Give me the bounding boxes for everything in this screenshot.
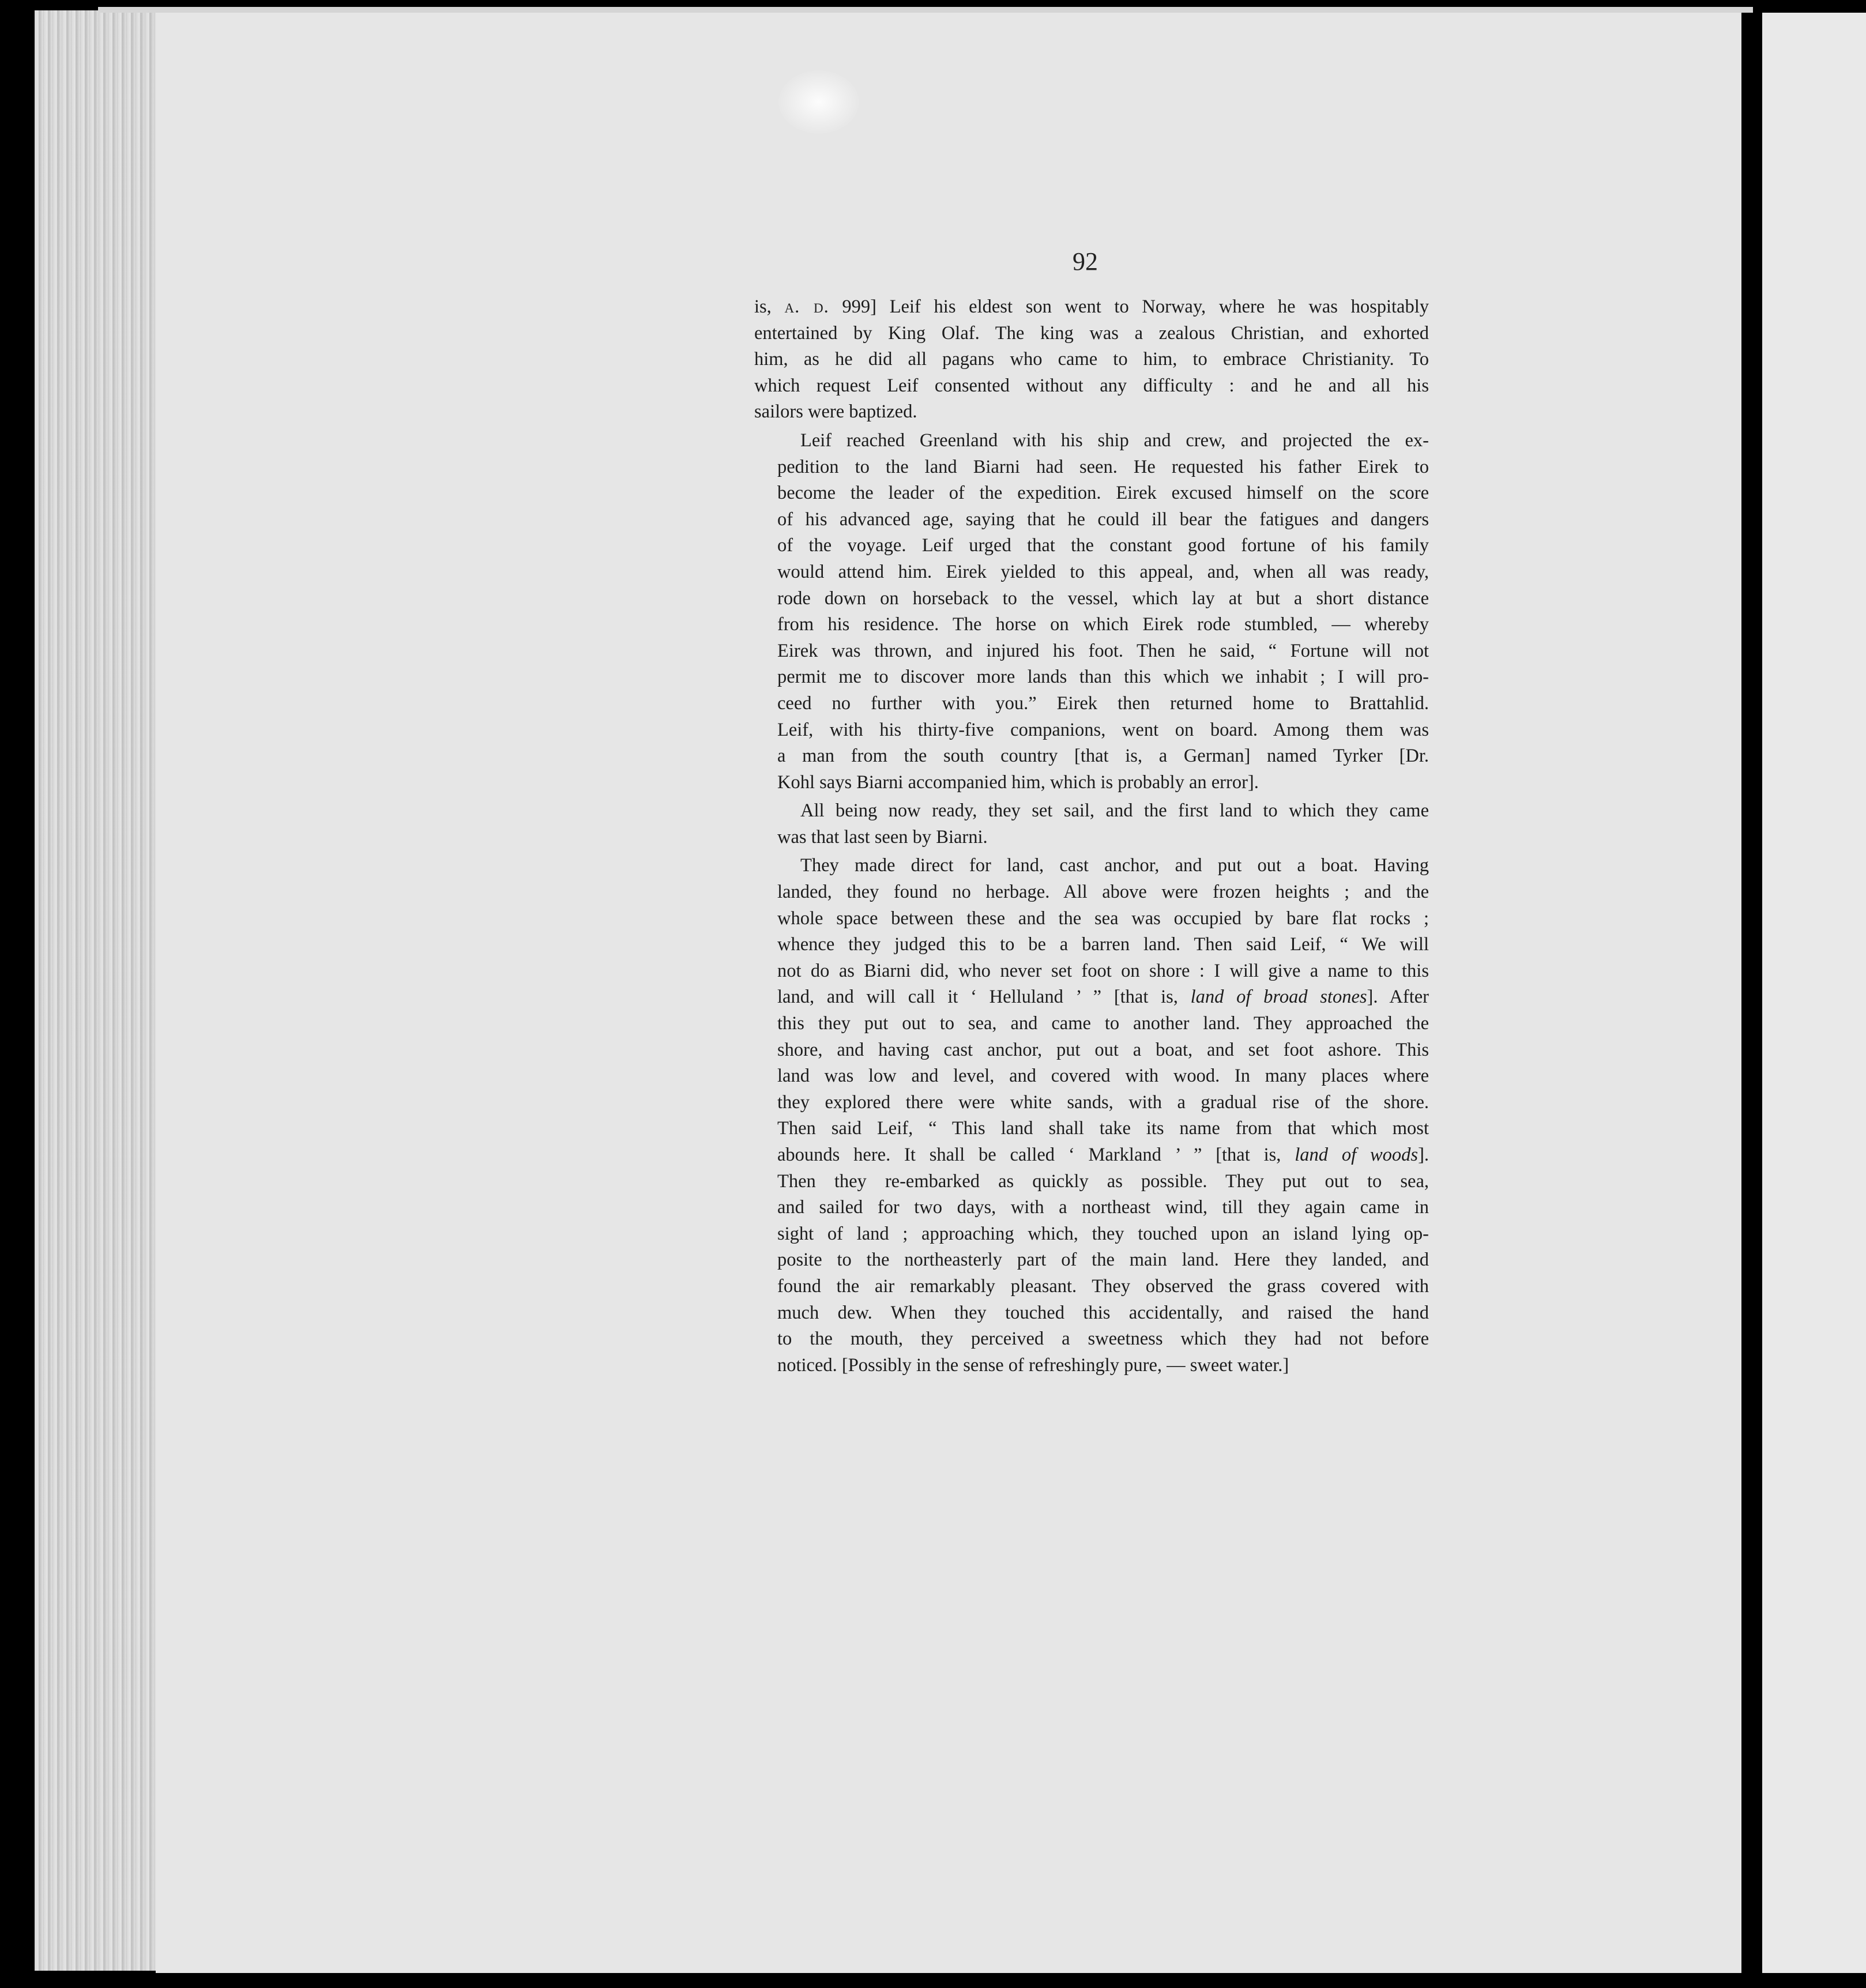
text-line: would attend him. Eirek yielded to this appeal, and, when all was ready, [777, 561, 1429, 582]
text-line: noticed. [Possibly in the sense of refreshingly pure, — sweet water.] [777, 1354, 1289, 1376]
text-line: sailors were baptized. [754, 401, 917, 423]
facing-page-edge [1762, 13, 1866, 1973]
text-line: they explored there were white sands, with a gradual rise of the shore. [777, 1091, 1429, 1113]
text-line: Leif, with his thirty-five companions, went on board. Among them was [777, 719, 1429, 740]
text-line: him, as he did all pagans who came to him, to embrace Christianity. To [754, 349, 1429, 370]
text-line: Then they re-embarked as quickly as possible. They put out to sea, [777, 1170, 1429, 1192]
gutter-shadow [1753, 0, 1762, 1988]
text-line: become the leader of the expedition. Eirek excused himself on the score [777, 483, 1429, 504]
text-line: sight of land ; approaching which, they touched upon an island lying op- [777, 1223, 1429, 1244]
italic-gloss: land of broad stones [1190, 987, 1367, 1008]
paragraph [754, 798, 1429, 850]
text-line: ceed no further with you.” Eirek then returned home to Brattahlid. [777, 692, 1429, 714]
text-line: of his advanced age, saying that he could ill bear the fatigues and dangers [777, 509, 1429, 530]
text-line: Kohl says Biarni accompanied him, which is probably an error]. [777, 771, 1259, 793]
text-line: whole space between these and the sea was occupied by bare flat rocks ; [777, 908, 1429, 929]
text-line: land, and will call it ‘ Helluland ’ ” [that is, land of broad stones]. After [777, 987, 1429, 1008]
text-line: much dew. When they touched this accidentally, and raised the hand [777, 1302, 1429, 1323]
paragraph [754, 853, 1429, 1379]
text-line: pedition to the land Biarni had seen. He requested his father Eirek to [777, 456, 1429, 477]
text-line: permit me to discover more lands than this which we inhabit ; I will pro- [777, 667, 1429, 688]
text-line: posite to the northeasterly part of the main land. Here they landed, and [777, 1249, 1429, 1271]
text-line: shore, and having cast anchor, put out a boat, and set foot ashore. This [777, 1039, 1429, 1060]
text-line: whence they judged this to be a barren land. Then said Leif, “ We will [777, 934, 1429, 955]
text-line: rode down on horseback to the vessel, which lay at but a short distance [777, 588, 1429, 609]
text-line: to the mouth, they perceived a sweetness which they had not before [777, 1328, 1429, 1350]
text-line: entertained by King Olaf. The king was a zealous Christian, and exhorted [754, 322, 1429, 344]
body-text [754, 294, 1429, 1379]
italic-gloss: land of woods [1295, 1144, 1419, 1165]
page-number: 92 [1073, 247, 1098, 276]
paragraph [754, 428, 1429, 796]
text-line: land was low and level, and covered with wood. In many places where [777, 1065, 1429, 1087]
text-line: abounds here. It shall be called ‘ Markland ’ ” [that is, land of woods]. [777, 1144, 1429, 1165]
text-line: not do as Biarni did, who never set foot on shore : I will give a name to this [777, 960, 1429, 981]
text-line: which request Leif consented without any difficulty : and he and all his [754, 375, 1429, 396]
text-line: Eirek was thrown, and injured his foot. Then he said, “ Fortune will not [777, 640, 1429, 661]
top-page-edge [98, 7, 1753, 13]
text-line: a man from the south country [that is, a German] named Tyrker [Dr. [777, 745, 1429, 767]
text-line: All being now ready, they set sail, and the first land to which they came [800, 800, 1429, 822]
text-line: Then said Leif, “ This land shall take its name from that which most [777, 1118, 1429, 1139]
text-line: found the air remarkably pleasant. They observed the grass covered with [777, 1275, 1429, 1297]
text-line: and sailed for two days, with a northeast wind, till they again came in [777, 1197, 1429, 1218]
text-line: of the voyage. Leif urged that the constant good fortune of his family [777, 535, 1429, 556]
text-line: is, a. d. 999] Leif his eldest son went to Norway, where he was hospitably [754, 296, 1429, 317]
text-line: was that last seen by Biarni. [777, 826, 988, 848]
book-page-edges [35, 10, 167, 1971]
text-line: this they put out to sea, and came to another land. They approached the [777, 1013, 1429, 1034]
text-line: Leif reached Greenland with his ship and crew, and projected the ex- [800, 430, 1429, 451]
text-line: landed, they found no herbage. All above were frozen heights ; and the [777, 882, 1429, 903]
small-caps-era: a. d. [784, 296, 829, 317]
text-line: from his residence. The horse on which Eirek rode stumbled, — whereby [777, 614, 1429, 635]
text-line: They made direct for land, cast anchor, and put out a boat. Having [800, 855, 1429, 876]
light-glare [778, 70, 859, 134]
paragraph [754, 294, 1429, 426]
